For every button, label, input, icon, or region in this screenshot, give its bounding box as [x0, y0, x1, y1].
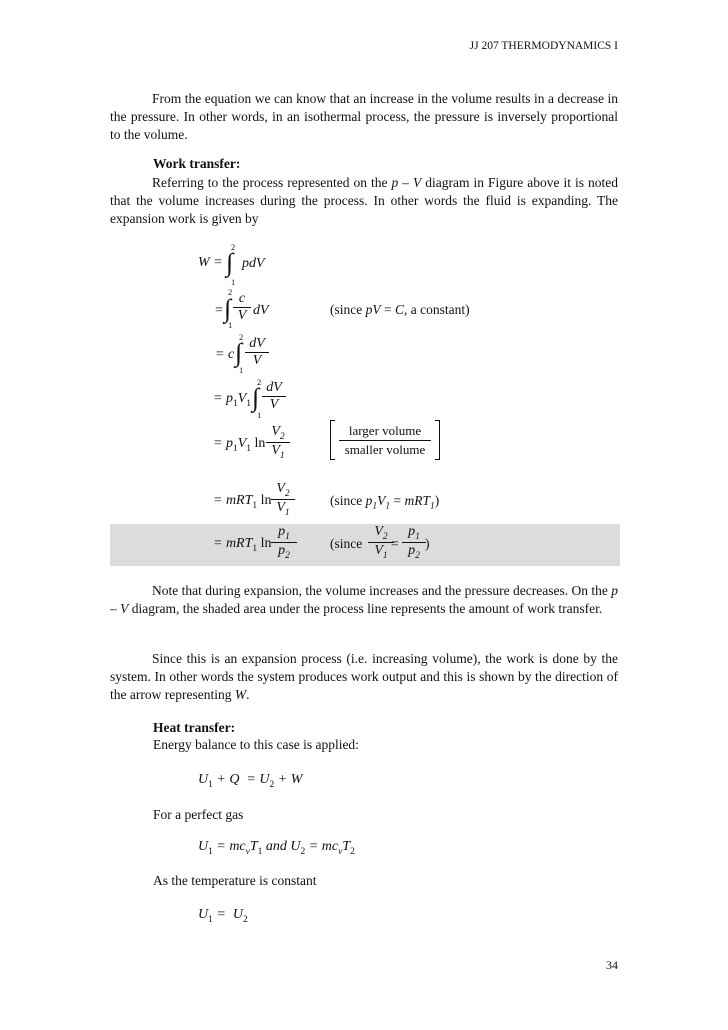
eq4-fraction: [262, 380, 286, 413]
eq5-denominator: $V_1$: [271, 442, 285, 461]
eq7-note-open: (since: [330, 536, 363, 551]
shaded-equation-row: [110, 524, 620, 566]
eq5-numerator: $V_2$: [271, 424, 285, 442]
eq7-note-equals: =: [391, 536, 399, 551]
eq3-numerator: dV: [249, 336, 265, 351]
paragraph-work-intro: Referring to the process represented on the p – V diagram in Figure above it is noted that the volume increases during the process. In other words the fluid is expanding. The expansion work is given by: [110, 175, 618, 227]
eq2-lower-limit: 1: [228, 320, 233, 330]
work-transfer-heading: Work transfer:: [153, 156, 241, 171]
eq3-denominator: V: [252, 353, 262, 368]
eq4-prefix: = $p_1V_1$: [213, 391, 252, 409]
eq1-integrand: pdV: [242, 256, 265, 271]
energy-balance-text: Energy balance to this case is applied:: [153, 737, 359, 752]
eq2-upper-limit: 2: [228, 287, 233, 297]
eq1-integral-sign: ∫: [226, 248, 234, 277]
perfect-gas-text: For a perfect gas: [153, 807, 244, 822]
eq6-prefix: = mRT$_1$ ln: [213, 493, 272, 511]
eq2-dv: dV: [253, 303, 269, 318]
eq3-prefix: = c: [215, 347, 235, 362]
perfect-gas-equation: $U_1 = mc_vT_1$ and $U_2 = mc_vT_2$: [198, 839, 355, 857]
eq5-bracket: [330, 420, 440, 460]
energy-balance-equation: $U_1 + Q = U_2 + W$: [198, 772, 303, 790]
eq6-fraction: [271, 481, 295, 518]
eq2-numerator: c: [238, 291, 246, 306]
paragraph-isothermal: From the equation we can know that an increase in the volume results in a decrease in the pressure. In other words, in an isothermal process, the pressure is inversely proportional to the volume.: [110, 91, 618, 143]
eq7-numerator: $p_1$: [278, 524, 290, 542]
eq4-upper-limit: 2: [257, 377, 262, 387]
eq1-lower-limit: 1: [231, 277, 236, 287]
eq6-note: (since $p_1V_1 = mRT_1$): [330, 493, 440, 512]
eq7-note-fraction-1: $V_2$ $V_1$: [368, 524, 394, 561]
heat-transfer-heading: Heat transfer:: [153, 720, 236, 735]
eq5-prefix: = $p_1V_1$ ln: [213, 436, 266, 454]
eq7-prefix: = mRT$_1$ ln: [213, 536, 272, 554]
eq7-denominator: $p_2$: [278, 542, 290, 561]
eq3-lower-limit: 1: [239, 365, 244, 375]
eq3-upper-limit: 2: [239, 332, 244, 342]
eq2-note: (since pV = C, a constant): [330, 302, 470, 317]
eq7-fraction: [271, 524, 297, 561]
eq3-fraction: [245, 336, 269, 369]
eq1-upper-limit: 2: [231, 242, 236, 252]
eq4-lower-limit: 1: [257, 410, 262, 420]
eq5-bracket-top: larger volume: [348, 423, 422, 438]
eq5-bracket-bottom: smaller volume: [344, 442, 426, 457]
eq4-denominator: V: [269, 397, 279, 412]
temperature-constant-text: As the temperature is constant: [153, 873, 317, 888]
eq2-fraction: [233, 291, 251, 324]
eq6-numerator: $V_2$: [276, 481, 290, 499]
eq2-integral-sign: ∫: [224, 294, 232, 323]
eq4-numerator: dV: [266, 380, 282, 395]
paragraph-work-output: Since this is an expansion process (i.e. increasing volume), the work is done by the system. In other words the system produces work output and this is shown by the direction of the arrow representing W.: [110, 651, 618, 703]
eq2-denominator: V: [237, 308, 247, 323]
page-number: 34: [606, 958, 618, 972]
eq5-fraction: [266, 424, 290, 461]
eq7-note-fraction-2: $p_1$ $p_2$: [402, 524, 426, 561]
eq4-integral-sign: ∫: [252, 383, 260, 412]
eq6-denominator: $V_1$: [276, 499, 290, 518]
eq1-lhs: W =: [198, 255, 223, 270]
paragraph-note-expansion: Note that during expansion, the volume increases and the pressure decreases. On the p – V diagram, the shaded area under the process line represents the amount of work transfer.: [110, 583, 618, 617]
internal-energy-equal-equation: $U_1 = U_2$: [198, 907, 248, 925]
eq7-note-close: ): [425, 536, 430, 551]
eq2-prefix: =: [215, 303, 223, 318]
eq3-integral-sign: ∫: [235, 338, 243, 367]
page-header: JJ 207 THERMODYNAMICS I: [469, 40, 618, 52]
